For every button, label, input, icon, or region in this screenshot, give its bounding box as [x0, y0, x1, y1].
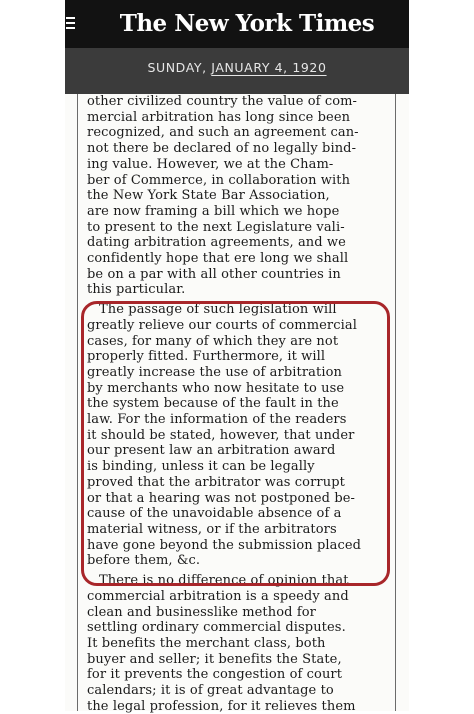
text-line: or that a hearing was not postponed be- [87, 490, 356, 506]
text-line: clean and businesslike method for [87, 604, 316, 620]
column-rule-left [77, 94, 78, 711]
text-line: properly fitted. Furthermore, it will [87, 349, 326, 365]
text-line: greatly increase the use of arbitration [87, 364, 342, 380]
text-line: commercial arbitration is a speedy and [87, 588, 349, 604]
text-line: not there be declared of no legally bind- [87, 141, 357, 157]
text-line: it should be stated, however, that under [87, 427, 355, 443]
text-line: this particular. [87, 282, 186, 298]
text-line: is binding, unless it can be legally [87, 459, 315, 475]
text-line: ing value. However, we at the Cham- [87, 156, 334, 172]
text-line: proved that the arbitrator was corrupt [87, 474, 345, 490]
date-link[interactable]: JANUARY 4, 1920 [211, 60, 327, 75]
text-line: law. For the information of the readers [87, 412, 347, 428]
text-line: by merchants who now hesitate to use [87, 380, 345, 396]
text-line: before them, &c. [87, 553, 201, 569]
text-line: are now framing a bill which we hope [87, 203, 340, 219]
text-line: the legal profession, for it relieves them [87, 698, 356, 714]
text-line: for it prevents the congestion of court [87, 667, 343, 683]
paragraph-1 [87, 94, 387, 298]
text-line: be on a par with all other countries in [87, 266, 341, 282]
text-line: greatly relieve our courts of commercial [87, 317, 357, 333]
text-line: cases, for many of which they are not [87, 333, 339, 349]
text-line: calendars; it is of great advantage to [87, 683, 334, 699]
highlight-box [81, 301, 390, 586]
text-line: It benefits the merchant class, both [87, 635, 326, 651]
text-line: confidently hope that ere long we shall [87, 251, 349, 267]
text-line: our present law an arbitration award [87, 443, 336, 459]
hamburger-menu-icon[interactable] [66, 17, 75, 31]
text-line: buyer and seller; it benefits the State, [87, 651, 342, 667]
issue-date [65, 60, 409, 75]
paragraph-3 [87, 573, 387, 714]
column-rule-right [395, 94, 396, 711]
masthead-logo[interactable]: The New York Times [119, 10, 375, 37]
text-line: The passage of such legislation will [99, 302, 337, 318]
text-line: the system because of the fault in the [87, 396, 339, 412]
text-line: recognized, and such an agreement can- [87, 125, 359, 141]
text-line: the New York State Bar Association, [87, 188, 330, 204]
text-line: There is no difference of opinion that [99, 573, 349, 589]
text-line: settling ordinary commercial disputes. [87, 620, 346, 636]
text-line: dating arbitration agreements, and we [87, 235, 346, 251]
text-line: mercial arbitration has long since been [87, 109, 351, 125]
text-line: material witness, or if the arbitrators [87, 521, 337, 537]
text-line: cause of the unavoidable absence of a [87, 506, 342, 522]
text-line: to present to the next Legislature vali- [87, 219, 345, 235]
text-line: other civilized country the value of com- [87, 94, 358, 109]
date-weekday: SUNDAY, [147, 60, 212, 75]
text-line: have gone beyond the submission placed [87, 537, 362, 553]
text-line: ber of Commerce, in collaboration with [87, 172, 351, 188]
